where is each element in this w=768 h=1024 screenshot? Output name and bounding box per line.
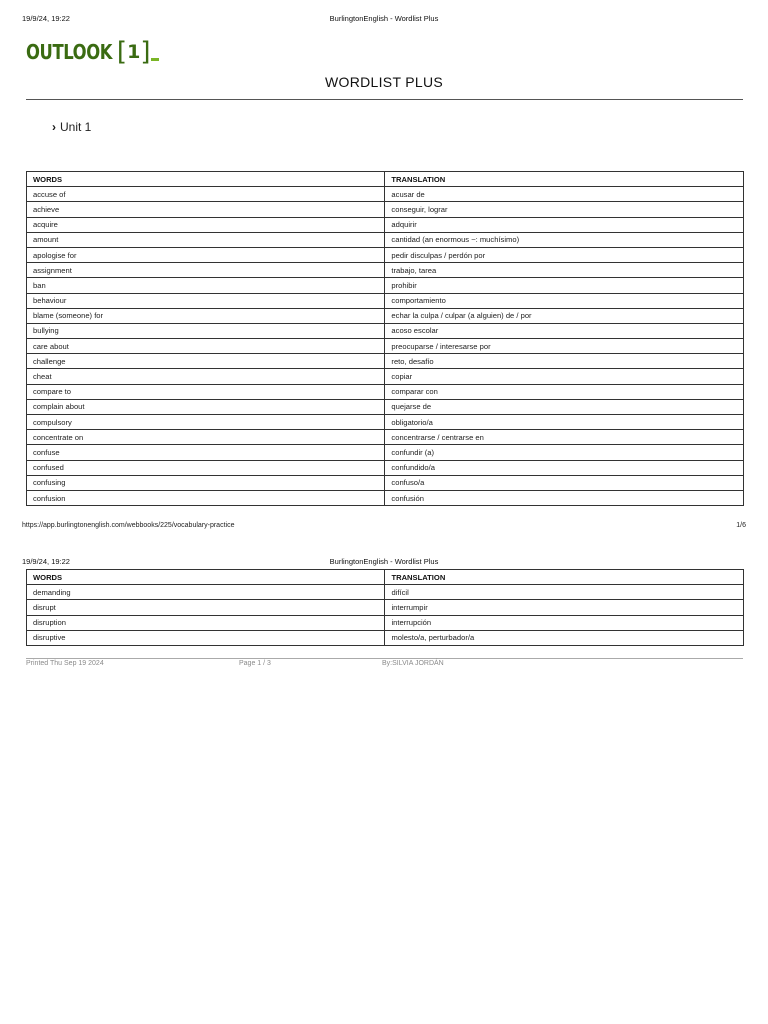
word-cell: confusing [27,475,385,490]
translation-cell: prohibir [385,278,744,293]
wordlist-table-continued [26,569,744,646]
word-cell: demanding [27,585,385,600]
translation-cell: trabajo, tarea [385,263,744,278]
unit-label: Unit 1 [60,120,92,134]
word-cell: blame (someone) for [27,308,385,323]
print-header [22,14,746,28]
table-row [27,399,744,414]
translation-cell: cantidad (an enormous ~: muchísimo) [385,232,744,247]
translation-cell: echar la culpa / culpar (a alguien) de / por [385,308,744,323]
translation-cell: obligatorio/a [385,415,744,430]
translation-cell: adquirir [385,217,744,232]
translation-cell: pedir disculpas / perdón por [385,247,744,262]
word-cell: care about [27,339,385,354]
table-row [27,187,744,202]
translation-cell: molesto/a, perturbador/a [385,630,744,645]
printed-date: Printed Thu Sep 19 2024 [26,660,104,667]
column-header-words: WORDS [27,570,385,585]
translation-cell: comparar con [385,384,744,399]
table-row [27,475,744,490]
outlook-logo [26,34,159,66]
unit-link[interactable] [52,120,91,134]
footer-divider [26,658,743,659]
translation-cell: quejarse de [385,399,744,414]
translation-cell: preocuparse / interesarse por [385,339,744,354]
column-header-translation: TRANSLATION [385,570,744,585]
table-row [27,415,744,430]
table-row [27,202,744,217]
table-row [27,354,744,369]
table-row [27,460,744,475]
word-cell: confuse [27,445,385,460]
word-cell: ban [27,278,385,293]
logo-bracket-close: ] [140,37,151,67]
translation-cell: acusar de [385,187,744,202]
word-cell: accuse of [27,187,385,202]
table-header-row [27,172,744,187]
word-cell: disruption [27,615,385,630]
table-row [27,600,744,615]
print-footer-url: https://app.burlingtonenglish.com/webbooks/225/vocabulary-practice [22,522,235,529]
table-row [27,490,744,505]
document-footer [26,660,743,670]
word-cell: confused [27,460,385,475]
word-cell: behaviour [27,293,385,308]
table-row [27,369,744,384]
table-row [27,630,744,645]
word-cell: assignment [27,263,385,278]
title-divider [26,99,743,100]
translation-cell: difícil [385,585,744,600]
print-title: BurlingtonEnglish - Wordlist Plus [329,557,439,566]
logo-accent-dash [151,58,159,61]
word-cell: complain about [27,399,385,414]
translation-cell: copiar [385,369,744,384]
table-header-row [27,570,744,585]
chevron-right-icon: › [52,120,56,134]
column-header-translation: TRANSLATION [385,172,744,187]
column-header-words: WORDS [27,172,385,187]
table-row [27,308,744,323]
translation-cell: acoso escolar [385,323,744,338]
print-date: 19/9/24, 19:22 [22,557,70,566]
table-row [27,430,744,445]
translation-cell: comportamiento [385,293,744,308]
table-row [27,445,744,460]
translation-cell: reto, desafío [385,354,744,369]
print-title: BurlingtonEnglish - Wordlist Plus [329,14,439,23]
table-row [27,247,744,262]
table-row [27,339,744,354]
translation-cell: confundir (a) [385,445,744,460]
word-cell: compare to [27,384,385,399]
word-cell: amount [27,232,385,247]
word-cell: bullying [27,323,385,338]
logo-number: 1 [127,41,141,63]
translation-cell: confusión [385,490,744,505]
word-cell: confusion [27,490,385,505]
print-footer [22,522,746,532]
table-row [27,293,744,308]
translation-cell: confuso/a [385,475,744,490]
word-cell: apologise for [27,247,385,262]
word-cell: cheat [27,369,385,384]
table-row [27,323,744,338]
word-cell: disrupt [27,600,385,615]
table-row [27,263,744,278]
table-row [27,384,744,399]
printed-by: By:SILVIA JORDÁN [382,660,444,667]
word-cell: acquire [27,217,385,232]
translation-cell: conseguir, lograr [385,202,744,217]
translation-cell: confundido/a [385,460,744,475]
table-row [27,615,744,630]
translation-cell: interrumpir [385,600,744,615]
word-cell: achieve [27,202,385,217]
table-row [27,278,744,293]
print-footer-page: 1/6 [736,522,746,529]
table-row [27,217,744,232]
page-indicator: Page 1 / 3 [239,660,271,667]
page-title: WORDLIST PLUS [325,74,443,90]
translation-cell: interrupción [385,615,744,630]
translation-cell: concentrarse / centrarse en [385,430,744,445]
print-date: 19/9/24, 19:22 [22,14,70,23]
table-row [27,232,744,247]
word-cell: challenge [27,354,385,369]
word-cell: compulsory [27,415,385,430]
word-cell: concentrate on [27,430,385,445]
logo-bracket-open: [ [116,37,128,67]
table-row [27,585,744,600]
wordlist-table [26,171,744,506]
word-cell: disruptive [27,630,385,645]
logo-word: OUTLOOK [26,40,113,64]
